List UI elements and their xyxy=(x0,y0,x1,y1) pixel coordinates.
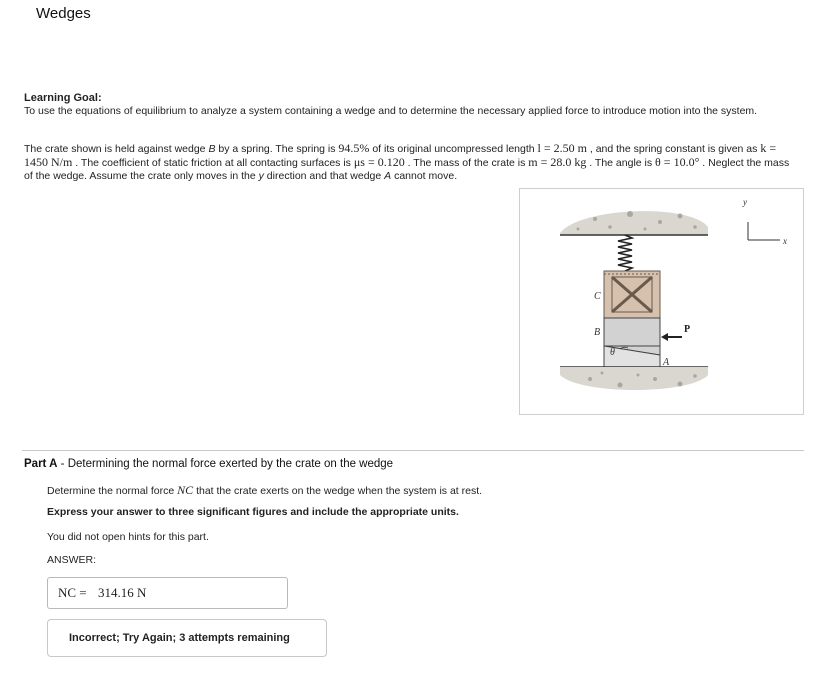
answer-value[interactable]: 314.16 N xyxy=(98,585,147,600)
spring xyxy=(618,235,632,271)
mass-value: m = 28.0 kg xyxy=(528,155,587,169)
y-direction-ref: y xyxy=(258,170,264,182)
axis-y-label: y xyxy=(743,197,747,207)
answer-input-field[interactable] xyxy=(47,577,288,609)
nc-symbol: NC xyxy=(177,483,194,497)
label-p: P xyxy=(684,324,691,335)
question-text: that the crate exerts on the wedge when the system is at rest. xyxy=(193,485,483,497)
problem-text: direction and that wedge xyxy=(263,170,385,182)
part-a-question xyxy=(47,483,482,498)
friction-coefficient-value: μs = 0.120 xyxy=(353,155,405,169)
coordinate-axes xyxy=(748,222,780,240)
page-title: Wedges xyxy=(36,5,91,22)
part-a-title: Determining the normal force exerted by the crate on the wedge xyxy=(67,458,394,470)
problem-text: . The mass of the crate is xyxy=(404,157,529,169)
label-c: C xyxy=(594,291,601,302)
top-ground xyxy=(560,211,708,235)
problem-text: . The angle is xyxy=(586,157,656,169)
learning-goal-text: To use the equations of equilibrium to analyze a system containing a wedge and to determine the necessary applied force to introduce motion into the system. xyxy=(24,105,758,117)
length-value: l = 2.50 m xyxy=(537,141,587,155)
problem-text: The crate shown is held against wedge xyxy=(24,143,209,155)
wedge-a-ref: A xyxy=(384,170,392,182)
problem-statement xyxy=(24,142,799,183)
answer-label: ANSWER: xyxy=(47,554,97,566)
hints-status: You did not open hints for this part. xyxy=(47,531,209,543)
problem-text: , and the spring constant is given as xyxy=(586,143,761,155)
label-a: A xyxy=(663,357,670,368)
problem-text: of its original uncompressed length xyxy=(369,143,538,155)
learning-goal-label: Learning Goal: xyxy=(24,92,102,104)
axis-x-label: x xyxy=(783,236,787,246)
part-a-label: Part A xyxy=(24,458,58,470)
label-b: B xyxy=(594,327,601,338)
problem-text: by a spring. The spring is xyxy=(215,143,339,155)
answer-instruction: Express your answer to three significant figures and include the appropriate units. xyxy=(47,506,459,518)
crate-wedge-diagram xyxy=(520,189,803,414)
spring-percentage: 94.5% xyxy=(338,141,370,155)
question-text: Determine the normal force xyxy=(47,485,178,497)
force-arrow-p xyxy=(661,333,682,341)
wedge-b-ref: B xyxy=(208,143,216,155)
part-a-header[interactable] xyxy=(24,458,393,470)
section-divider xyxy=(22,450,804,451)
answer-variable: NC = xyxy=(58,585,87,600)
spring-constant-value: k = 1450 N/m xyxy=(24,141,777,169)
part-a-separator: - xyxy=(57,458,68,470)
problem-text: cannot move. xyxy=(391,170,458,182)
label-theta: θ xyxy=(610,347,615,358)
problem-text: . The coefficient of static friction at all contacting surfaces is xyxy=(72,157,354,169)
problem-text: . Neglect the mass of the wedge. Assume the crate only moves in the xyxy=(24,157,790,182)
feedback-box xyxy=(47,619,327,657)
feedback-message: Incorrect; Try Again; 3 attempts remaining xyxy=(69,632,290,644)
bottom-ground xyxy=(560,367,708,390)
problem-figure xyxy=(519,188,804,415)
crate-c xyxy=(604,271,660,318)
angle-value: θ = 10.0° xyxy=(655,155,700,169)
